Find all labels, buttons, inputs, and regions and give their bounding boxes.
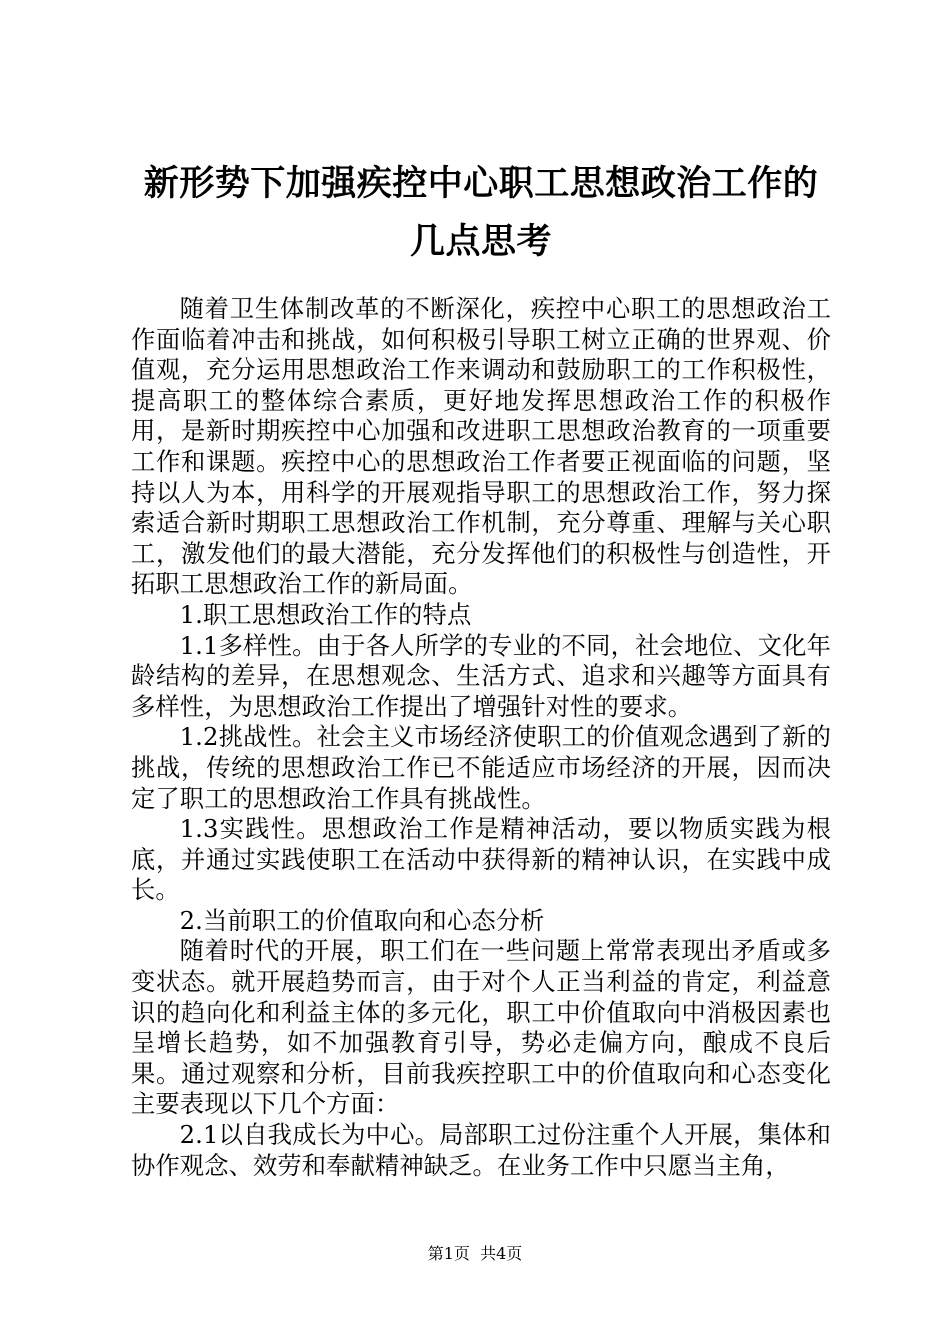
page-total: 共4页: [480, 1244, 523, 1263]
document-title: 新形势下加强疾控中心职工思想政治工作的几点思考: [143, 164, 819, 262]
paragraph-2-intro: 随着时代的开展，职工们在一些问题上常常表现出矛盾或多变状态。就开展趋势而言，由于对个人正当利益的肯定，利益意识的趋向化和利益主体的多元化，职工中价值取向中消极因素也呈增长趋势，如不加强教育引导，势必走偏方向，酿成不良后果。通过观察和分析，目前我疾控职工中的价值取向和心态变化主要表现以下几个方面：: [131, 936, 831, 1119]
section-heading-2: 2.当前职工的价值取向和心态分析: [179, 905, 545, 935]
page-number: 第1页: [427, 1244, 470, 1263]
paragraph-1-2: 1.2挑战性。社会主义市场经济使职工的价值观念遇到了新的挑战，传统的思想政治工作已不能适应市场经济的开展，因而决定了职工的思想政治工作具有挑战性。: [131, 722, 831, 813]
page-footer: [0, 1244, 950, 1264]
document-body: [131, 294, 831, 1181]
paragraph-intro: 随着卫生体制改革的不断深化，疾控中心职工的思想政治工作面临着冲击和挑战，如何积极引导职工树立正确的世界观、价值观，充分运用思想政治工作来调动和鼓励职工的工作积极性，提高职工的整体综合素质，更好地发挥思想政治工作的积极作用，是新时期疾控中心加强和改进职工思想政治教育的一项重要工作和课题。疾控中心的思想政治工作者要正视面临的问题，坚持以人为本，用科学的开展观指导职工的思想政治工作，努力探索适合新时期职工思想政治工作机制，充分尊重、理解与关心职工，激发他们的最大潜能，充分发挥他们的积极性与创造性，开拓职工思想政治工作的新局面。: [131, 294, 831, 599]
paragraph-1-1: 1.1多样性。由于各人所学的专业的不同，社会地位、文化年龄结构的差异，在思想观念、生活方式、追求和兴趣等方面具有多样性，为思想政治工作提出了增强针对性的要求。: [131, 630, 831, 721]
paragraph-2-1: 2.1以自我成长为中心。局部职工过份注重个人开展，集体和协作观念、效劳和奉献精神缺乏。在业务工作中只愿当主角，: [131, 1120, 831, 1180]
section-heading-1: 1.职工思想政治工作的特点: [179, 599, 472, 629]
paragraph-1-3: 1.3实践性。思想政治工作是精神活动，要以物质实践为根底，并通过实践使职工在活动中获得新的精神认识，在实践中成长。: [131, 814, 831, 905]
